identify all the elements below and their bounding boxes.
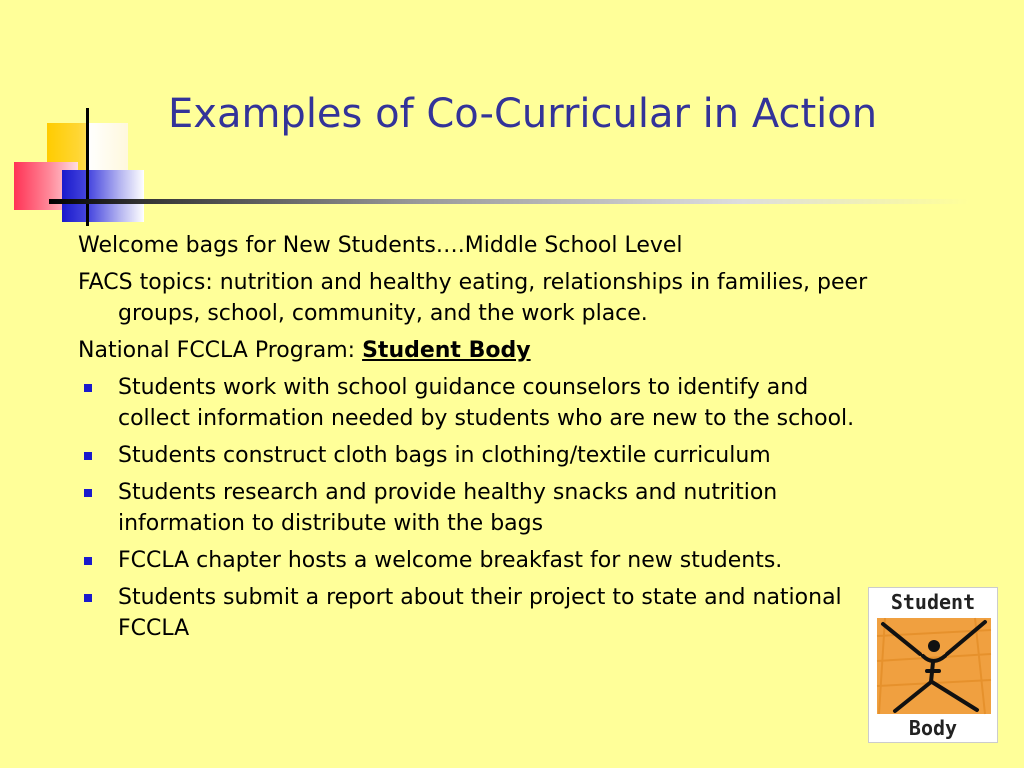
list-item	[78, 545, 878, 576]
student-body-figure-icon	[875, 616, 993, 716]
bullet-text: Students work with school guidance counselors to identify and collect information needed by students who are new to the school.	[118, 375, 855, 431]
square-bullet-icon	[84, 489, 92, 497]
slide-title: Examples of Co-Curricular in Action	[168, 91, 878, 137]
square-bullet-icon	[84, 452, 92, 460]
logo-top-text: Student	[890, 590, 976, 614]
vertical-rule	[86, 108, 89, 226]
bullet-list	[78, 372, 878, 644]
paragraph-welcome-bags: Welcome bags for New Students….Middle School Level	[78, 233, 683, 258]
program-label: National FCCLA Program:	[78, 338, 363, 363]
paragraph-facs-topics: FACS topics: nutrition and healthy eating, relationships in families, peer groups, school, community, and the work place.	[78, 270, 868, 326]
title-underline-rule	[49, 199, 969, 204]
list-item	[78, 372, 878, 434]
square-bullet-icon	[84, 557, 92, 565]
bullet-text: Students construct cloth bags in clothing/textile curriculum	[118, 443, 771, 468]
list-item	[78, 440, 878, 471]
student-body-logo	[868, 587, 998, 743]
blue-square-decoration	[62, 170, 144, 222]
bullet-text: Students submit a report about their project to state and national FCCLA	[118, 585, 842, 641]
list-item	[78, 582, 878, 644]
decorative-squares	[0, 0, 160, 240]
bullet-text: Students research and provide healthy snacks and nutrition information to distribute with the bags	[118, 480, 778, 536]
white-square-decoration	[88, 123, 128, 171]
logo-bottom-text: Body	[908, 716, 958, 740]
square-bullet-icon	[84, 384, 92, 392]
program-name: Student Body	[362, 338, 531, 363]
bullet-text: FCCLA chapter hosts a welcome breakfast for new students.	[118, 548, 783, 573]
slide-body	[78, 230, 878, 650]
paragraph-program	[78, 335, 878, 366]
list-item	[78, 477, 878, 539]
square-bullet-icon	[84, 594, 92, 602]
